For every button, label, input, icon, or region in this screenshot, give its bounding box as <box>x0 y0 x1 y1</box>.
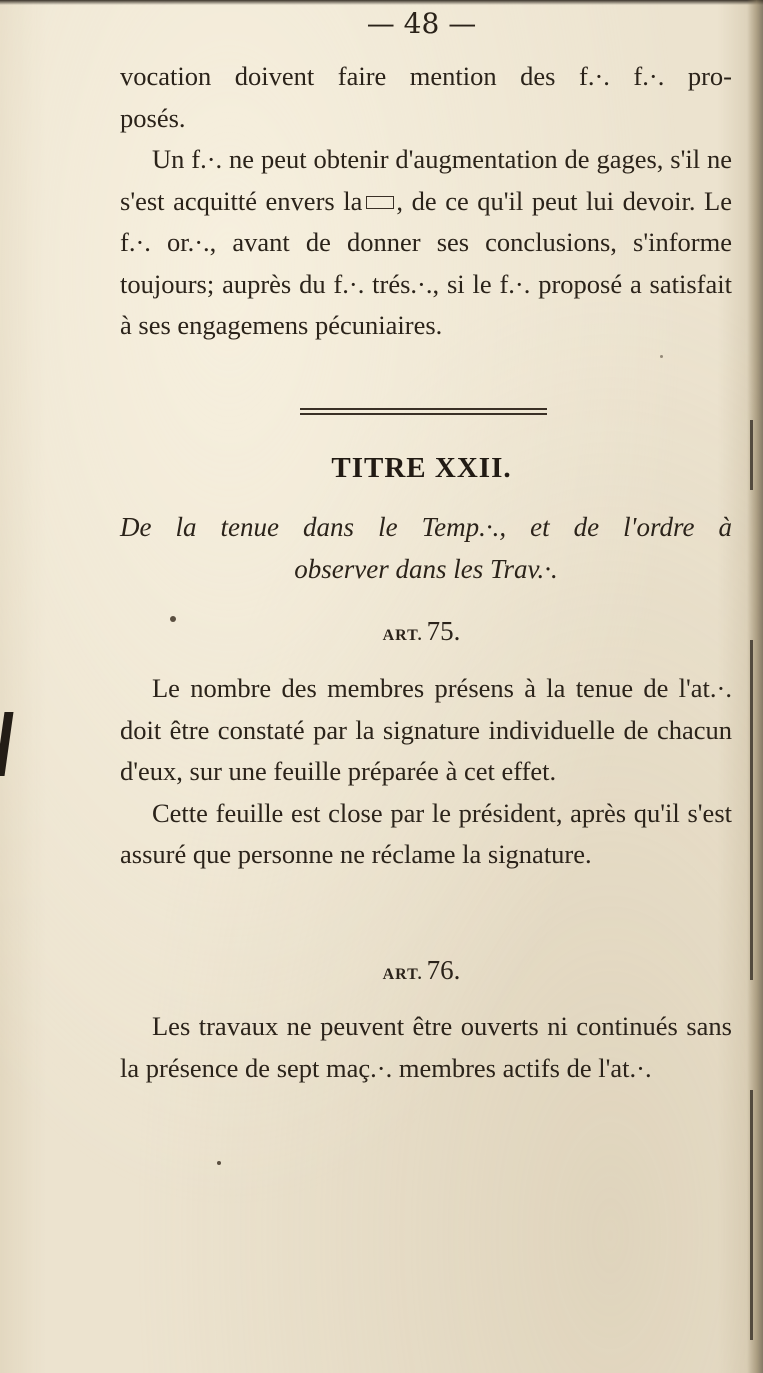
continuation-line-2: posés. <box>120 102 186 133</box>
article-number: 76. <box>426 955 461 985</box>
article-75-paragraph-1: Le nombre des membres présens à la tenue de l'at.·. doit être constaté par la signature individuelle de chacun d'eux, sur une feuille préparée à cet effet. <box>120 673 732 786</box>
continuation-line-1: vocation doivent faire mention des f.·. f.·. pro- <box>120 61 732 91</box>
paragraph-gages-text-start: Un f.·. ne peut obtenir d'augmentation de gages, s'il ne s'est acquitté envers la <box>120 144 732 216</box>
lodge-symbol-icon <box>366 196 394 209</box>
continuation-paragraph <box>120 56 732 139</box>
article-number: 75. <box>426 616 461 646</box>
margin-ink-mark <box>0 712 13 776</box>
article-76-body <box>120 1006 732 1089</box>
paragraph-gages-text-end: , de ce qu'il peut lui devoir. Le f.·. or.·., avant de donner ses conclusions, s'informe toujours; auprès du f.·. trés.·., si le f.·. proposé a satisfait à ses engagemens pécuniaires. <box>120 185 732 340</box>
article-75-heading <box>0 611 763 656</box>
article-75-paragraph-2: Cette feuille est close par le président, après qu'il s'est assuré que personne ne réclame la signature. <box>120 797 732 869</box>
paragraph-gages <box>120 139 732 347</box>
section-title: TITRE XXII. <box>331 452 512 484</box>
article-75-body <box>120 668 732 876</box>
article-label: ART. <box>382 627 423 644</box>
article-76-heading <box>0 950 763 995</box>
edge-mark <box>750 640 753 980</box>
section-subtitle-line-1: De la tenue dans le Temp.·., et de l'ordre à <box>120 512 732 542</box>
section-subtitle-line-2: observer dans les Trav.·. <box>294 554 558 584</box>
page-number: — 48 — <box>366 7 477 40</box>
article-label: ART. <box>382 966 423 983</box>
edge-mark <box>750 1090 753 1340</box>
paper-speck <box>217 1161 221 1165</box>
section-divider <box>300 408 547 416</box>
section-subtitle <box>120 506 732 590</box>
article-76-paragraph-1: Les travaux ne peuvent être ouverts ni continués sans la présence de sept maç.·. membres actifs de l'at.·. <box>120 1011 732 1083</box>
paper-speck <box>170 616 176 622</box>
paper-speck <box>660 355 663 358</box>
